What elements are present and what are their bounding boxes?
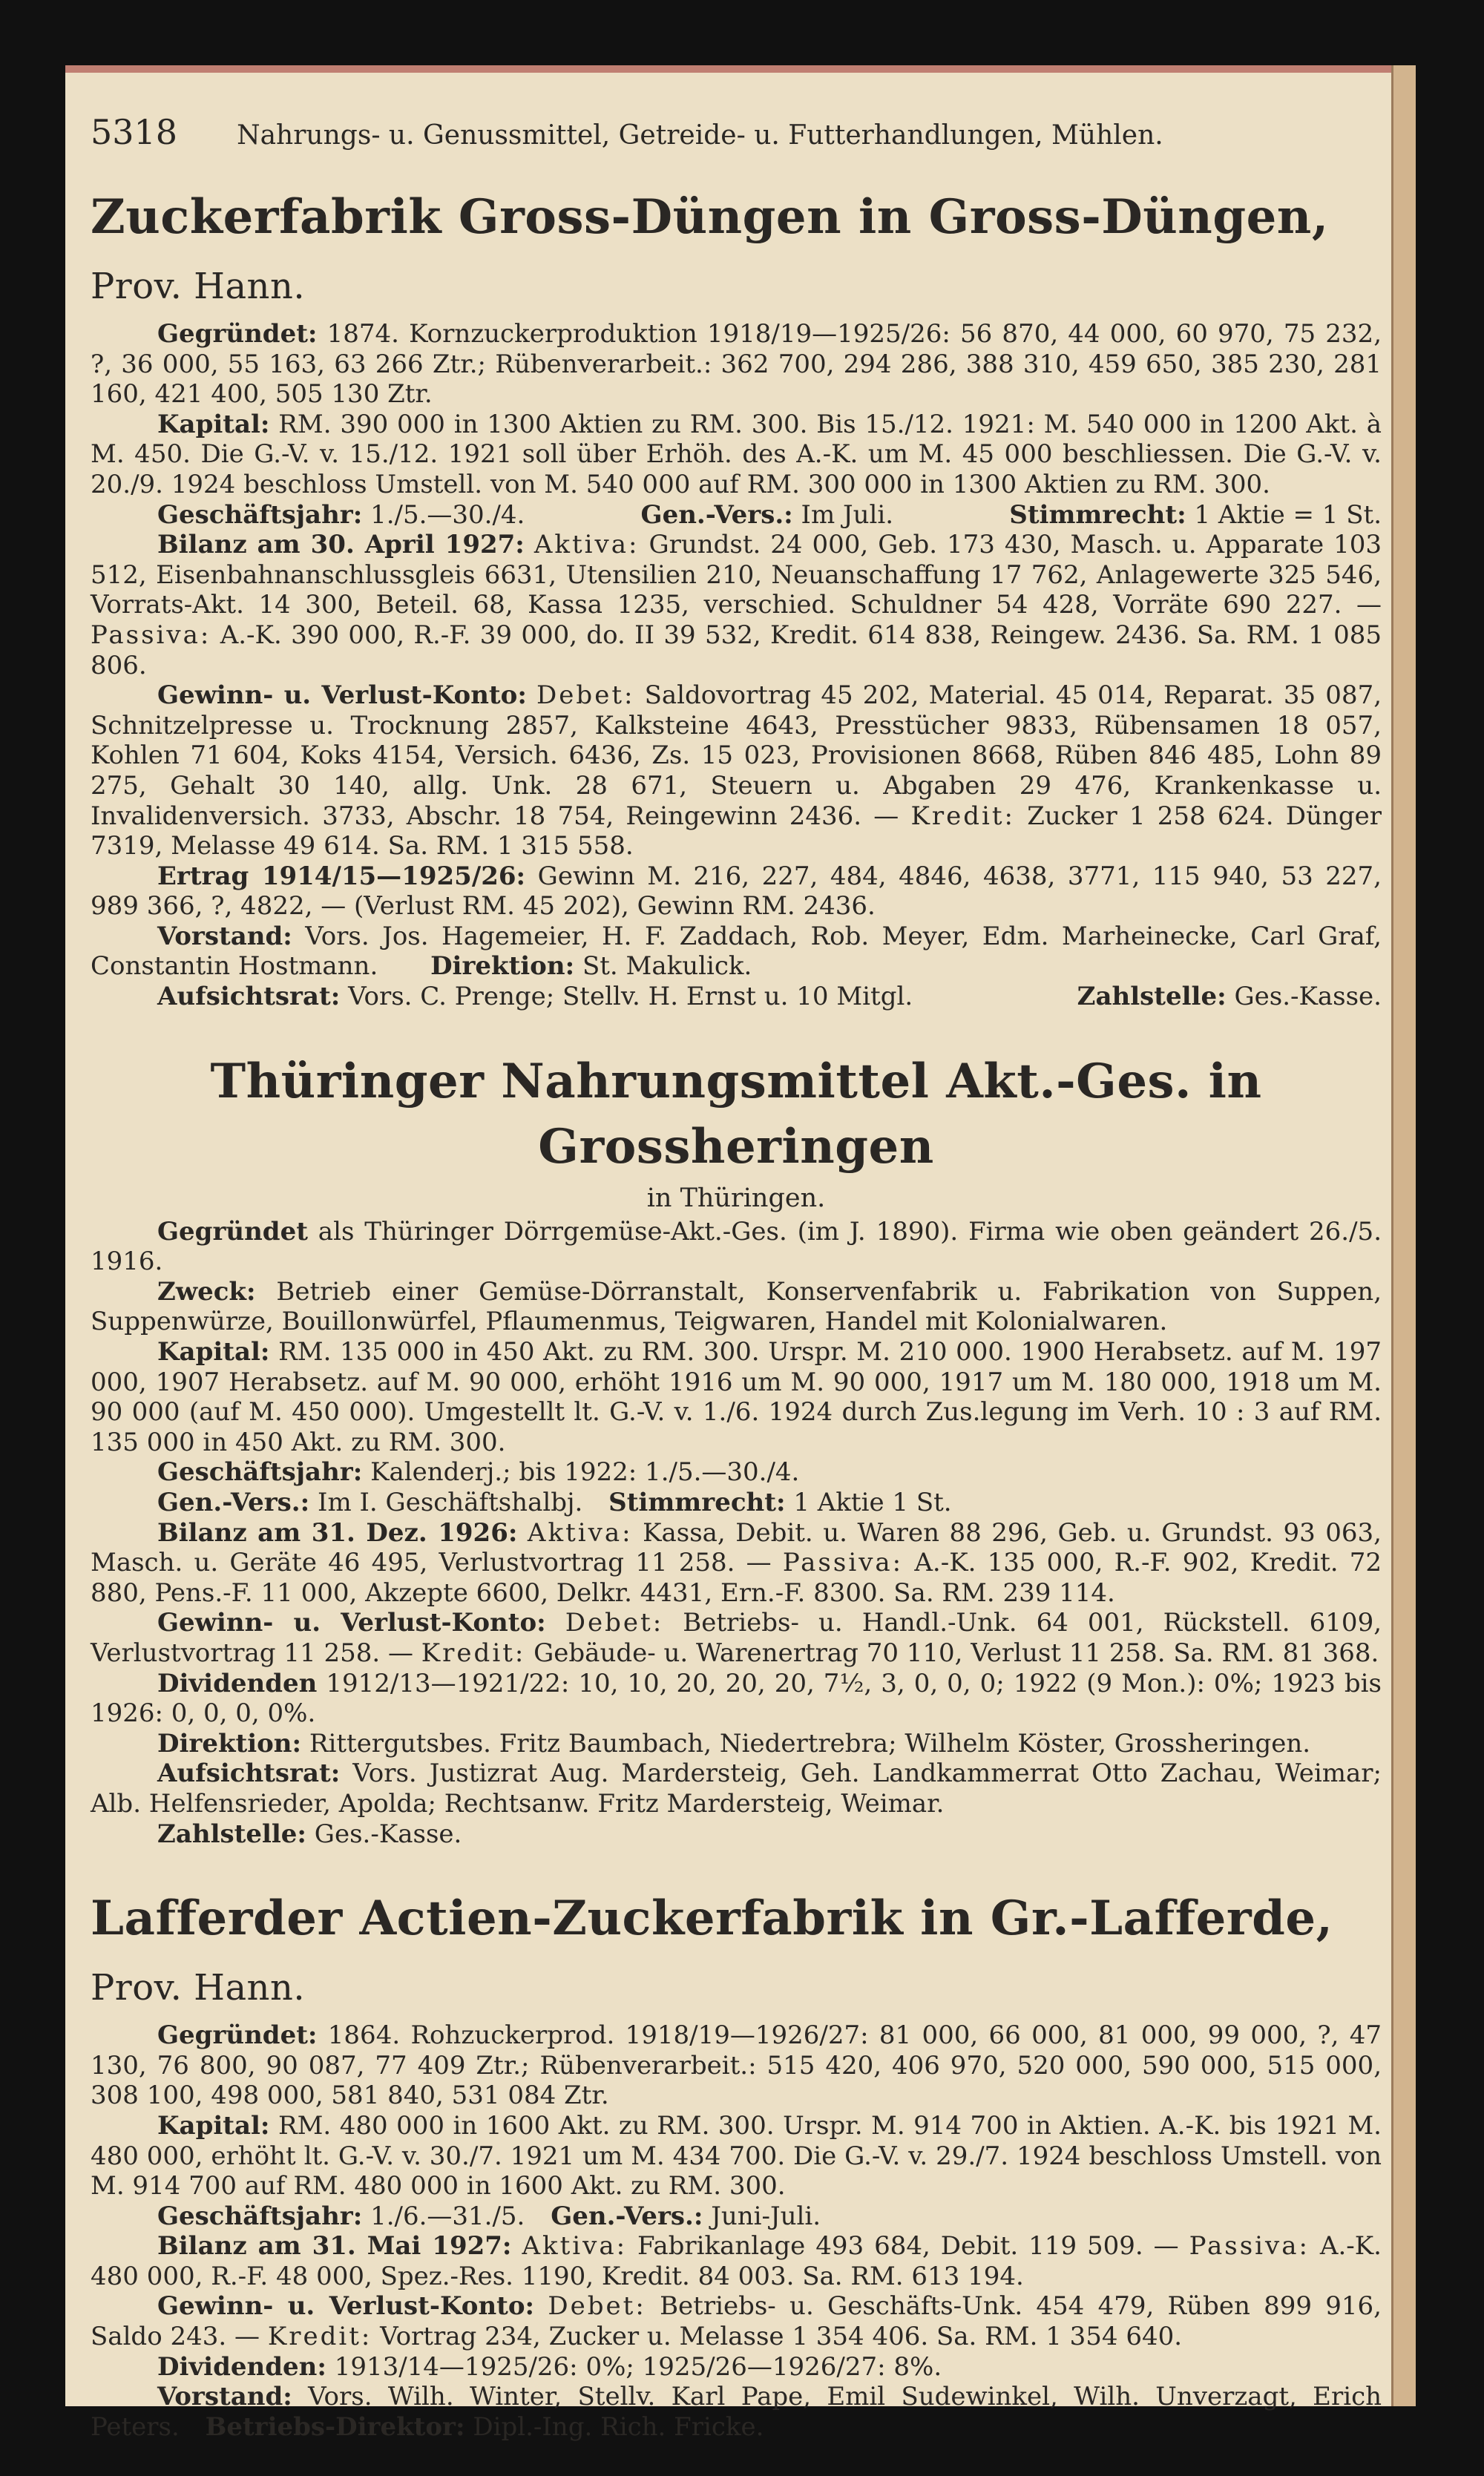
company-entry (91, 185, 1382, 1012)
zweck-paragraph: Zweck: Betrieb einer Gemüse-Dörranstalt, Konservenfabrik u. Fabrikation von Suppen, Suppenwürze, Bouillonwürfel, Pflaumenmus, Teigwaren, Handel mit Kolonialwaren. (91, 1276, 1382, 1337)
aufsichtsrat-paragraph: Aufsichtsrat: Vors. Justizrat Aug. Mardersteig, Geh. Landkammerrat Otto Zachau, Weimar; Alb. Helfensrieder, Apolda; Rechtsanw. Fritz Mardersteig, Weimar. (91, 1759, 1382, 1819)
scanned-page (65, 65, 1416, 2442)
company-title: Thüringer Nahrungsmittel Akt.-Ges. in Grossheringen (210, 1053, 1262, 1175)
gegruendet-paragraph: Gegründet: 1874. Kornzuckerproduktion 1918/19—1925/26: 56 870, 44 000, 60 970, 75 232, ?, 36 000, 55 163, 63 266 Ztr.; Rübenverarbeit.: 362 700, 294 286, 388 310, 459 650, 385 230, 281 160, 421 400, 505 130 Ztr. (91, 319, 1382, 410)
ertrag-paragraph: Ertrag 1914/15—1925/26: Gewinn M. 216, 227, 484, 4846, 4638, 3771, 115 940, 53 227, 989 366, ?, 4822, — (Verlust RM. 45 202), Gewinn RM. 2436. (91, 861, 1382, 922)
geschaeftsjahr-row: Geschäftsjahr: 1./5.—30./4. Gen.-Vers.: Im Juli. Stimmrecht: 1 Aktie = 1 St. (157, 499, 1382, 530)
kapital-paragraph: Kapital: RM. 390 000 in 1300 Aktien zu RM. 300. Bis 15./12. 1921: M. 540 000 in 1200 Akt. à M. 450. Die G.-V. v. 15./12. 1921 soll über Erhöh. des A.-K. um M. 45 000 beschliessen. Die G.-V. v. 20./9. 1924 beschloss Umstell. von M. 540 000 auf RM. 300 000 in 1300 Aktien zu RM. 300. (91, 409, 1382, 499)
company-entry (91, 1886, 1382, 2442)
company-title: Zuckerfabrik Gross-Düngen in Gross-Düngen, Prov. Hann. (91, 189, 1329, 307)
aufsichtsrat-row: Aufsichtsrat: Vors. C. Prenge; Stellv. H. Ernst u. 10 Mitgl. Zahlstelle: Ges.-Kasse. (157, 982, 1382, 1012)
guv-paragraph: Gewinn- u. Verlust-Konto: Debet: Saldovortrag 45 202, Material. 45 014, Reparat. 35 087, Schnitzelpresse u. Trocknung 2857, Kalksteine 4643, Presstücher 9833, Rübensamen 18 057, Kohlen 71 604, Koks 4154, Versich. 6436, Zs. 15 023, Provisionen 8668, Rüben 846 485, Lohn 89 275, Gehalt 30 140, allg. Unk. 28 671, Steuern u. Abgaben 29 476, Krankenkasse u. Invalidenversich. 3733, Abschr. 18 754, Reingewinn 2436. — Kredit: Zucker 1 258 624. Dünger 7319, Melasse 49 614. Sa. RM. 1 315 558. (91, 680, 1382, 861)
zahlstelle-paragraph: Zahlstelle: Ges.-Kasse. (157, 1819, 462, 1849)
vorstand-paragraph: Vorstand: Vors. Wilh. Winter, Stellv. Karl Pape, Emil Sudewinkel, Wilh. Unverzagt, Erich Peters. Betriebs-Direktor: Dipl.-Ing. Rich. Fricke. (91, 2382, 1382, 2442)
company-subtitle: in Thüringen. (646, 1183, 826, 1213)
page-number: 5318 (91, 112, 178, 152)
kapital-paragraph: Kapital: RM. 480 000 in 1600 Akt. zu RM. 300. Urspr. M. 914 700 in Aktien. A.-K. bis 1921 M. 480 000, erhöht lt. G.-V. v. 30./7. 1921 um M. 434 700. Die G.-V. v. 29./7. 1924 beschloss Umstell. von M. 914 700 auf RM. 480 000 in 1600 Akt. zu RM. 300. (91, 2110, 1382, 2201)
genvers-paragraph: Gen.-Vers.: Im I. Geschäftshalbj. Stimmrecht: 1 Aktie 1 St. (157, 1488, 952, 1517)
geschaeftsjahr-paragraph: Geschäftsjahr: Kalenderj.; bis 1922: 1./5.—30./4. (157, 1457, 800, 1488)
page-content (91, 110, 1382, 2442)
dividenden-paragraph: Dividenden: 1913/14—1925/26: 0%; 1925/26—1926/27: 8%. (157, 2351, 942, 2382)
company-entry (91, 1049, 1382, 1849)
kapital-paragraph: Kapital: RM. 135 000 in 450 Akt. zu RM. 300. Urspr. M. 210 000. 1900 Herabsetz. auf M. 197 000, 1907 Herabsetz. auf M. 90 000, erhöht 1916 um M. 90 000, 1917 um M. 180 000, 1918 um M. 90 000 (auf M. 450 000). Umgestellt lt. G.-V. v. 1./6. 1924 durch Zus.legung im Verh. 10 : 3 auf RM. 135 000 in 450 Akt. zu RM. 300. (91, 1337, 1382, 1457)
company-title: Lafferder Actien-Zuckerfabrik in Gr.-Lafferde, Prov. Hann. (91, 1891, 1333, 2009)
direktion-paragraph: Direktion: Rittergutsbes. Fritz Baumbach, Niedertrebra; Wilhelm Köster, Grossheringen. (157, 1728, 1311, 1759)
geschaeftsjahr-paragraph: Geschäftsjahr: 1./6.—31./5. Gen.-Vers.: Juni-Juli. (157, 2201, 821, 2231)
bilanz-paragraph: Bilanz am 31. Dez. 1926: Aktiva: Kassa, Debit. u. Waren 88 296, Geb. u. Grundst. 93 063, Masch. u. Geräte 46 495, Verlustvortrag 11 258. — Passiva: A.-K. 135 000, R.-F. 902, Kredit. 72 880, Pens.-F. 11 000, Akzepte 6600, Delkr. 4431, Ern.-F. 8300. Sa. RM. 239 114. (91, 1517, 1382, 1608)
guv-paragraph: Gewinn- u. Verlust-Konto: Debet: Betriebs- u. Geschäfts-Unk. 454 479, Rüben 899 916, Saldo 243. — Kredit: Vortrag 234, Zucker u. Melasse 1 354 406. Sa. RM. 1 354 640. (91, 2291, 1382, 2352)
gegruendet-paragraph: Gegründet: 1864. Rohzuckerprod. 1918/19—1926/27: 81 000, 66 000, 81 000, 99 000, ?, 47 130, 76 800, 90 087, 77 409 Ztr.; Rübenverarbeit.: 515 420, 406 970, 520 000, 590 000, 515 000, 308 100, 498 000, 581 840, 531 084 Ztr. (91, 2020, 1382, 2111)
page-top-edge (65, 65, 1416, 73)
dividenden-paragraph: Dividenden 1912/13—1921/22: 10, 10, 20, 20, 20, 7½, 3, 0, 0, 0; 1922 (9 Mon.): 0%; 1923 bis 1926: 0, 0, 0, 0%. (91, 1668, 1382, 1729)
bilanz-paragraph: Bilanz am 30. April 1927: Aktiva: Grundst. 24 000, Geb. 173 430, Masch. u. Apparate 103 512, Eisenbahnanschlussgleis 6631, Utensilien 210, Neuanschaffung 17 762, Anlagewerte 325 546, Vorrats-Akt. 14 300, Beteil. 68, Kassa 1235, verschied. Schuldner 54 428, Vorräte 690 227. — Passiva: A.-K. 390 000, R.-F. 39 000, do. II 39 532, Kredit. 614 838, Reingew. 2436. Sa. RM. 1 085 806. (91, 530, 1382, 680)
running-title: Nahrungs- u. Genussmittel, Getreide- u. Futterhandlungen, Mühlen. (237, 120, 1163, 151)
bilanz-paragraph: Bilanz am 31. Mai 1927: Aktiva: Fabrikanlage 493 684, Debit. 119 509. — Passiva: A.-K. 480 000, R.-F. 48 000, Spez.-Res. 1190, Kredit. 84 003. Sa. RM. 613 194. (91, 2231, 1382, 2291)
gegruendet-paragraph: Gegründet als Thüringer Dörrgemüse-Akt.-Ges. (im J. 1890). Firma wie oben geändert 26./5. 1916. (91, 1216, 1382, 1277)
vorstand-paragraph: Vorstand: Vors. Jos. Hagemeier, H. F. Zaddach, Rob. Meyer, Edm. Marheinecke, Carl Graf, Constantin Hostmann. Direktion: St. Makulick. (91, 921, 1382, 982)
guv-paragraph: Gewinn- u. Verlust-Konto: Debet: Betriebs- u. Handl.-Unk. 64 001, Rückstell. 6109, Verlustvortrag 11 258. — Kredit: Gebäude- u. Warenertrag 70 110, Verlust 11 258. Sa. RM. 81 368. (91, 1608, 1382, 1668)
page-right-edge (1391, 65, 1416, 2406)
running-header (91, 110, 1382, 158)
